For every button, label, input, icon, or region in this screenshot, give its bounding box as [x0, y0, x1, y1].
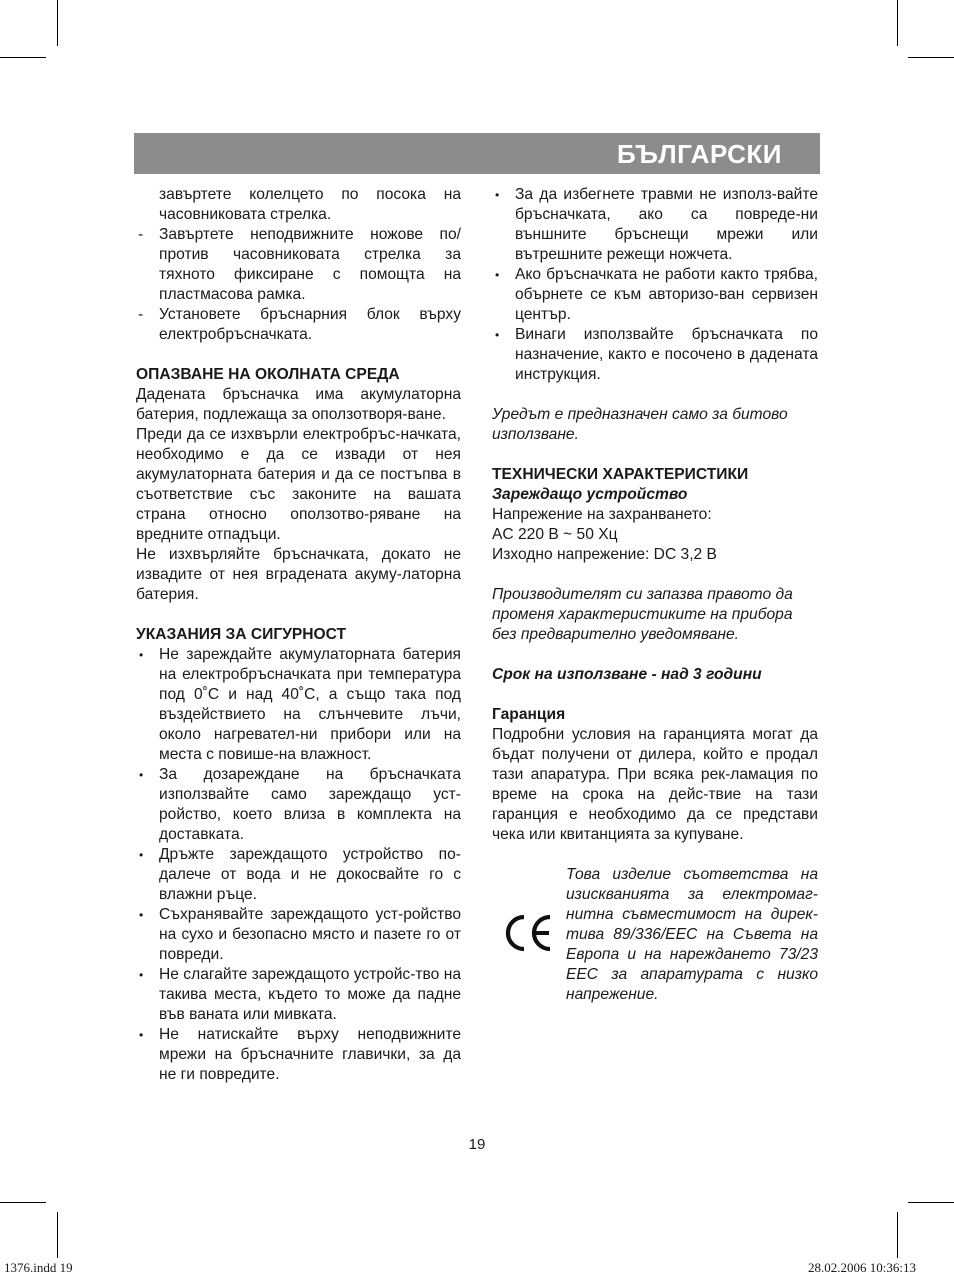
crop-mark [908, 57, 954, 58]
manufacturer-note: Производителят си запазва правото да променя характеристиките на прибора без предварително уведомяване. [492, 586, 793, 643]
safety-item: • Не натискайте върху неподвижните мрежи на бръсначните главички, за да не ги повредите. [139, 1026, 461, 1083]
ce-compliance-text: Това изделие съответства на изискванията за електромаг-нитна съвместимост на дирек-тива 89/336/ЕЕС на Съвета на Европа и на нареждането 73/23 ЕЕС за апаратурата с низко напрежение. [566, 866, 818, 1003]
household-note: Уредът е предназначен само за битово използване. [492, 406, 788, 443]
safety-item: • Ако бръсначката не работи както трябва, обърнете се към авторизо-ван сервизен център. [495, 266, 818, 323]
safety-item: • За дозареждане на бръсначката използвайте само зареждащо уст-ройство, което влиза в комплекта на доставката. [139, 766, 461, 843]
safety-item: • Не слагайте зареждащото устройс-тво на такива места, където то може да падне във ваната или мивката. [139, 966, 461, 1023]
safety-item: • Дръжте зареждащото устройство по-далече от вода и не докосвайте го с влажни ръце. [139, 846, 461, 903]
spec-line: AC 220 В ~ 50 Хц [492, 526, 618, 543]
environment-paragraph: Не изхвърляйте бръсначката, докато не извадите от нея вградената акуму-латорна батерия. [136, 546, 461, 603]
language-title: БЪЛГАРСКИ [617, 139, 782, 169]
left-column [136, 185, 461, 1085]
print-slug-date: 28.02.2006 10:36:13 [808, 1260, 916, 1275]
intro-line: завъртете колелцето по посока на часовниковата стрелка. [159, 186, 461, 223]
service-life: Срок на използване - над 3 години [492, 666, 762, 683]
right-column [492, 185, 818, 1005]
spec-line: Напрежение на захранването: [492, 506, 712, 523]
crop-mark [0, 1202, 46, 1203]
spec-line: Изходно напрежение: DC 3,2 В [492, 546, 717, 563]
page-number: 19 [468, 1136, 486, 1153]
crop-mark [897, 0, 898, 46]
print-slug-file: 1376.indd 19 [4, 1260, 73, 1275]
crop-mark [57, 0, 58, 46]
safety-item: • Винаги използвайте бръсначката по назначение, както е посочено в дадената инструкция. [495, 326, 818, 383]
environment-paragraph: Преди да се изхвърли електробръс-начката, необходимо е да се извади от нея акумулаторната батерия и да се постъпва в съответствие със законите на вашата страна относно оползотво-ряване на вредните отпадъци. [136, 426, 461, 543]
crop-mark [57, 1212, 58, 1258]
ce-compliance-block [492, 865, 818, 1005]
tech-heading: ТЕХНИЧЕСКИ ХАРАКТЕРИСТИКИ [492, 466, 749, 483]
charger-subheading: Зареждащо устройство [492, 486, 688, 503]
crop-mark [908, 1202, 954, 1203]
safety-item: • Съхранявайте зареждащото уст-ройство на сухо и безопасно място и пазете го от повреди. [139, 906, 461, 963]
safety-heading: УКАЗАНИЯ ЗА СИГУРНОСТ [136, 626, 347, 643]
dash-item: - Завъртете неподвижните ножове по/против часовниковата стрелка за тяхното фиксиране с помощта на пластмасова рамка. [138, 226, 461, 303]
safety-item: • За да избегнете травми не използ-вайте бръсначката, ако са повреде-ни външните бръснещи мрежи или вътрешните режещи ножчета. [495, 186, 818, 263]
crop-mark [897, 1212, 898, 1258]
environment-heading: ОПАЗВАНЕ НА ОКОЛНАТА СРЕДА [136, 366, 400, 383]
warranty-text: Подробни условия на гаранцията могат да бъдат получени от дилера, който е продал тази апаратура. При всяка рек-ламация по време на срока на дейс-твие на тази гаранция е необходимо да се представи чека или квитанцията за купуване. [492, 726, 818, 843]
environment-paragraph: Дадената бръсначка има акумулаторна батерия, подлежаща за оползотворя-ване. [136, 386, 461, 423]
language-header-bar [134, 133, 820, 174]
warranty-heading: Гаранция [492, 706, 566, 723]
crop-mark [0, 57, 46, 58]
dash-item: - Установете бръснарния блок върху електробръсначката. [138, 306, 461, 343]
safety-item: • Не зареждайте акумулаторната батерия на електробръсначката при температура под 0˚С и над 40˚С, а също така под въздействието на слънчевите лъчи, около нагревател-ни прибори или на места с повише-на влажност. [139, 646, 461, 763]
ce-mark-icon [502, 913, 554, 953]
